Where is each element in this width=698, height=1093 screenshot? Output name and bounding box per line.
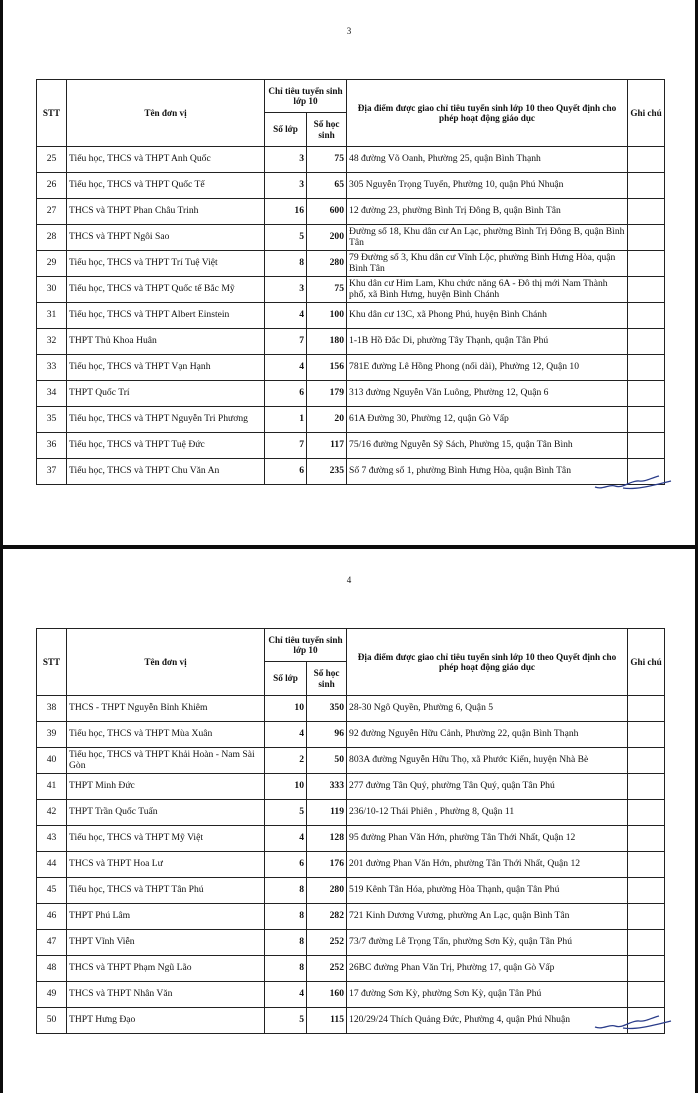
student-count: 100	[307, 303, 347, 329]
document-page-3	[3, 0, 695, 545]
student-count: 179	[307, 381, 347, 407]
location-address: 803A đường Nguyễn Hữu Thọ, xã Phước Kiển, huyện Nhà Bè	[347, 748, 628, 774]
header-quota: Chỉ tiêu tuyển sinh lớp 10	[265, 629, 347, 662]
student-count: 252	[307, 930, 347, 956]
row-index: 49	[37, 982, 67, 1008]
note-cell	[628, 277, 665, 303]
school-quota-table	[36, 79, 665, 485]
student-count: 156	[307, 355, 347, 381]
student-count: 282	[307, 904, 347, 930]
row-index: 31	[37, 303, 67, 329]
table-row	[37, 459, 665, 485]
location-address: Đường số 18, Khu dân cư An Lạc, phường Bình Trị Đông B, quận Bình Tân	[347, 225, 628, 251]
note-cell	[628, 722, 665, 748]
unit-name: Tiểu học, THCS và THPT Anh Quốc	[67, 147, 265, 173]
document-page-4	[3, 549, 695, 1093]
student-count: 65	[307, 173, 347, 199]
table-row	[37, 930, 665, 956]
location-address: 305 Nguyễn Trọng Tuyển, Phường 10, quận Phú Nhuận	[347, 173, 628, 199]
location-address: 28-30 Ngô Quyền, Phường 6, Quận 5	[347, 696, 628, 722]
table-row	[37, 199, 665, 225]
class-count: 4	[265, 722, 307, 748]
table-row	[37, 355, 665, 381]
note-cell	[628, 303, 665, 329]
location-address: Số 7 đường số 1, phường Bình Hưng Hòa, quận Bình Tân	[347, 459, 628, 485]
unit-name: Tiểu học, THCS và THPT Khải Hoàn - Nam Sài Gòn	[67, 748, 265, 774]
class-count: 5	[265, 1008, 307, 1034]
row-index: 39	[37, 722, 67, 748]
unit-name: THPT Quốc Trí	[67, 381, 265, 407]
header-classes: Số lớp	[265, 662, 307, 696]
header-note: Ghi chú	[628, 80, 665, 147]
class-count: 4	[265, 303, 307, 329]
school-quota-table	[36, 628, 665, 1034]
table-row	[37, 852, 665, 878]
student-count: 117	[307, 433, 347, 459]
student-count: 180	[307, 329, 347, 355]
note-cell	[628, 173, 665, 199]
note-cell	[628, 800, 665, 826]
signature-mark	[593, 472, 673, 494]
note-cell	[628, 826, 665, 852]
student-count: 350	[307, 696, 347, 722]
class-count: 16	[265, 199, 307, 225]
unit-name: Tiểu học, THCS và THPT Trí Tuệ Việt	[67, 251, 265, 277]
student-count: 128	[307, 826, 347, 852]
student-count: 20	[307, 407, 347, 433]
table-row	[37, 407, 665, 433]
unit-name: Tiểu học, THCS và THPT Tân Phú	[67, 878, 265, 904]
row-index: 35	[37, 407, 67, 433]
table-row	[37, 329, 665, 355]
row-index: 47	[37, 930, 67, 956]
class-count: 6	[265, 381, 307, 407]
header-classes: Số lớp	[265, 113, 307, 147]
table-row	[37, 748, 665, 774]
student-count: 160	[307, 982, 347, 1008]
class-count: 6	[265, 459, 307, 485]
student-count: 176	[307, 852, 347, 878]
header-unit-name: Tên đơn vị	[67, 80, 265, 147]
row-index: 33	[37, 355, 67, 381]
table-row	[37, 173, 665, 199]
note-cell	[628, 355, 665, 381]
row-index: 27	[37, 199, 67, 225]
location-address: 75/16 đường Nguyễn Sỹ Sách, Phường 15, quận Tân Bình	[347, 433, 628, 459]
row-index: 41	[37, 774, 67, 800]
header-stt: STT	[37, 80, 67, 147]
table-row	[37, 878, 665, 904]
header-note: Ghi chú	[628, 629, 665, 696]
student-count: 75	[307, 277, 347, 303]
row-index: 43	[37, 826, 67, 852]
class-count: 8	[265, 878, 307, 904]
table-row	[37, 381, 665, 407]
unit-name: THCS - THPT Nguyễn Bỉnh Khiêm	[67, 696, 265, 722]
class-count: 5	[265, 800, 307, 826]
table-row	[37, 251, 665, 277]
unit-name: THCS và THPT Phạm Ngũ Lão	[67, 956, 265, 982]
row-index: 25	[37, 147, 67, 173]
note-cell	[628, 329, 665, 355]
unit-name: Tiểu học, THCS và THPT Nguyễn Tri Phương	[67, 407, 265, 433]
header-location: Địa điểm được giao chỉ tiêu tuyển sinh lớp 10 theo Quyết định cho phép hoạt động giáo dục	[347, 80, 628, 147]
table-row	[37, 303, 665, 329]
row-index: 29	[37, 251, 67, 277]
location-address: 79 Đường số 3, Khu dân cư Vĩnh Lộc, phường Bình Hưng Hòa, quận Bình Tân	[347, 251, 628, 277]
table-row	[37, 433, 665, 459]
row-index: 50	[37, 1008, 67, 1034]
location-address: 92 đường Nguyễn Hữu Cảnh, Phường 22, quận Bình Thạnh	[347, 722, 628, 748]
row-index: 46	[37, 904, 67, 930]
class-count: 8	[265, 930, 307, 956]
header-unit-name: Tên đơn vị	[67, 629, 265, 696]
note-cell	[628, 381, 665, 407]
unit-name: Tiểu học, THCS và THPT Albert Einstein	[67, 303, 265, 329]
unit-name: THPT Thủ Khoa Huân	[67, 329, 265, 355]
table-row	[37, 800, 665, 826]
table-row	[37, 826, 665, 852]
row-index: 26	[37, 173, 67, 199]
unit-name: THPT Phú Lâm	[67, 904, 265, 930]
row-index: 42	[37, 800, 67, 826]
location-address: 1-1B Hồ Đắc Di, phường Tây Thạnh, quận Tân Phú	[347, 329, 628, 355]
class-count: 4	[265, 826, 307, 852]
student-count: 333	[307, 774, 347, 800]
student-count: 600	[307, 199, 347, 225]
unit-name: Tiểu học, THCS và THPT Tuệ Đức	[67, 433, 265, 459]
unit-name: Tiểu học, THCS và THPT Chu Văn An	[67, 459, 265, 485]
page-number: 4	[346, 575, 352, 585]
location-address: 120/29/24 Thích Quảng Đức, Phường 4, quận Phú Nhuận	[347, 1008, 628, 1034]
table-row	[37, 277, 665, 303]
unit-name: THCS và THPT Phan Châu Trinh	[67, 199, 265, 225]
class-count: 6	[265, 852, 307, 878]
unit-name: THCS và THPT Hoa Lư	[67, 852, 265, 878]
header-students: Số học sinh	[307, 662, 347, 696]
location-address: 277 đường Tân Quý, phường Tân Quý, quận Tân Phú	[347, 774, 628, 800]
student-count: 252	[307, 956, 347, 982]
row-index: 32	[37, 329, 67, 355]
location-address: 48 đường Võ Oanh, Phường 25, quận Bình Thạnh	[347, 147, 628, 173]
class-count: 10	[265, 774, 307, 800]
student-count: 96	[307, 722, 347, 748]
student-count: 200	[307, 225, 347, 251]
location-address: 201 đường Phan Văn Hớn, phường Tân Thới Nhất, Quận 12	[347, 852, 628, 878]
note-cell	[628, 774, 665, 800]
class-count: 10	[265, 696, 307, 722]
location-address: 61A Đường 30, Phường 12, quận Gò Vấp	[347, 407, 628, 433]
signature-mark	[593, 1012, 673, 1034]
class-count: 2	[265, 748, 307, 774]
class-count: 3	[265, 147, 307, 173]
location-address: 17 đường Sơn Kỳ, phường Sơn Kỳ, quận Tân Phú	[347, 982, 628, 1008]
student-count: 119	[307, 800, 347, 826]
note-cell	[628, 225, 665, 251]
student-count: 235	[307, 459, 347, 485]
header-stt: STT	[37, 629, 67, 696]
student-count: 75	[307, 147, 347, 173]
unit-name: THPT Hưng Đạo	[67, 1008, 265, 1034]
row-index: 34	[37, 381, 67, 407]
row-index: 38	[37, 696, 67, 722]
location-address: 781E đường Lê Hồng Phong (nối dài), Phường 12, Quận 10	[347, 355, 628, 381]
note-cell	[628, 407, 665, 433]
unit-name: Tiểu học, THCS và THPT Quốc Tế	[67, 173, 265, 199]
note-cell	[628, 433, 665, 459]
table-row	[37, 956, 665, 982]
header-students: Số học sinh	[307, 113, 347, 147]
unit-name: Tiểu học, THCS và THPT Mùa Xuân	[67, 722, 265, 748]
note-cell	[628, 930, 665, 956]
class-count: 5	[265, 225, 307, 251]
class-count: 4	[265, 982, 307, 1008]
unit-name: THCS và THPT Ngôi Sao	[67, 225, 265, 251]
row-index: 48	[37, 956, 67, 982]
location-address: Khu dân cư 13C, xã Phong Phú, huyện Bình Chánh	[347, 303, 628, 329]
note-cell	[628, 852, 665, 878]
note-cell	[628, 956, 665, 982]
location-address: 236/10-12 Thái Phiên , Phường 8, Quận 11	[347, 800, 628, 826]
location-address: 519 Kênh Tân Hóa, phường Hòa Thạnh, quận Tân Phú	[347, 878, 628, 904]
note-cell	[628, 982, 665, 1008]
row-index: 28	[37, 225, 67, 251]
unit-name: Tiểu học, THCS và THPT Quốc tế Bắc Mỹ	[67, 277, 265, 303]
row-index: 30	[37, 277, 67, 303]
table-row	[37, 225, 665, 251]
header-location: Địa điểm được giao chỉ tiêu tuyển sinh lớp 10 theo Quyết định cho phép hoạt động giáo dục	[347, 629, 628, 696]
student-count: 280	[307, 878, 347, 904]
row-index: 36	[37, 433, 67, 459]
row-index: 37	[37, 459, 67, 485]
class-count: 8	[265, 904, 307, 930]
location-address: 12 đường 23, phường Bình Trị Đông B, quận Bình Tân	[347, 199, 628, 225]
note-cell	[628, 748, 665, 774]
header-quota: Chỉ tiêu tuyển sinh lớp 10	[265, 80, 347, 113]
location-address: Khu dân cư Him Lam, Khu chức năng 6A - Đô thị mới Nam Thành phố, xã Bình Hưng, huyện Bình Chánh	[347, 277, 628, 303]
class-count: 8	[265, 956, 307, 982]
unit-name: THPT Vĩnh Viễn	[67, 930, 265, 956]
note-cell	[628, 147, 665, 173]
table-row	[37, 904, 665, 930]
table-row	[37, 147, 665, 173]
table-row	[37, 982, 665, 1008]
note-cell	[628, 878, 665, 904]
class-count: 7	[265, 433, 307, 459]
table-row	[37, 696, 665, 722]
unit-name: Tiểu học, THCS và THPT Vạn Hạnh	[67, 355, 265, 381]
class-count: 7	[265, 329, 307, 355]
class-count: 3	[265, 277, 307, 303]
unit-name: THCS và THPT Nhân Văn	[67, 982, 265, 1008]
page-number: 3	[346, 26, 352, 36]
table-row	[37, 1008, 665, 1034]
student-count: 115	[307, 1008, 347, 1034]
note-cell	[628, 199, 665, 225]
table-row	[37, 722, 665, 748]
class-count: 8	[265, 251, 307, 277]
note-cell	[628, 696, 665, 722]
note-cell	[628, 251, 665, 277]
row-index: 40	[37, 748, 67, 774]
unit-name: THPT Trần Quốc Tuấn	[67, 800, 265, 826]
note-cell	[628, 904, 665, 930]
location-address: 26BC đường Phan Văn Trị, Phường 17, quận Gò Vấp	[347, 956, 628, 982]
location-address: 721 Kinh Dương Vương, phường An Lạc, quận Bình Tân	[347, 904, 628, 930]
location-address: 313 đường Nguyễn Văn Luông, Phường 12, Quận 6	[347, 381, 628, 407]
student-count: 50	[307, 748, 347, 774]
class-count: 3	[265, 173, 307, 199]
unit-name: THPT Minh Đức	[67, 774, 265, 800]
class-count: 1	[265, 407, 307, 433]
class-count: 4	[265, 355, 307, 381]
row-index: 45	[37, 878, 67, 904]
unit-name: Tiểu học, THCS và THPT Mỹ Việt	[67, 826, 265, 852]
student-count: 280	[307, 251, 347, 277]
location-address: 95 đường Phan Văn Hớn, phường Tân Thới Nhất, Quận 12	[347, 826, 628, 852]
table-row	[37, 774, 665, 800]
row-index: 44	[37, 852, 67, 878]
location-address: 73/7 đường Lê Trọng Tấn, phường Sơn Kỳ, quận Tân Phú	[347, 930, 628, 956]
